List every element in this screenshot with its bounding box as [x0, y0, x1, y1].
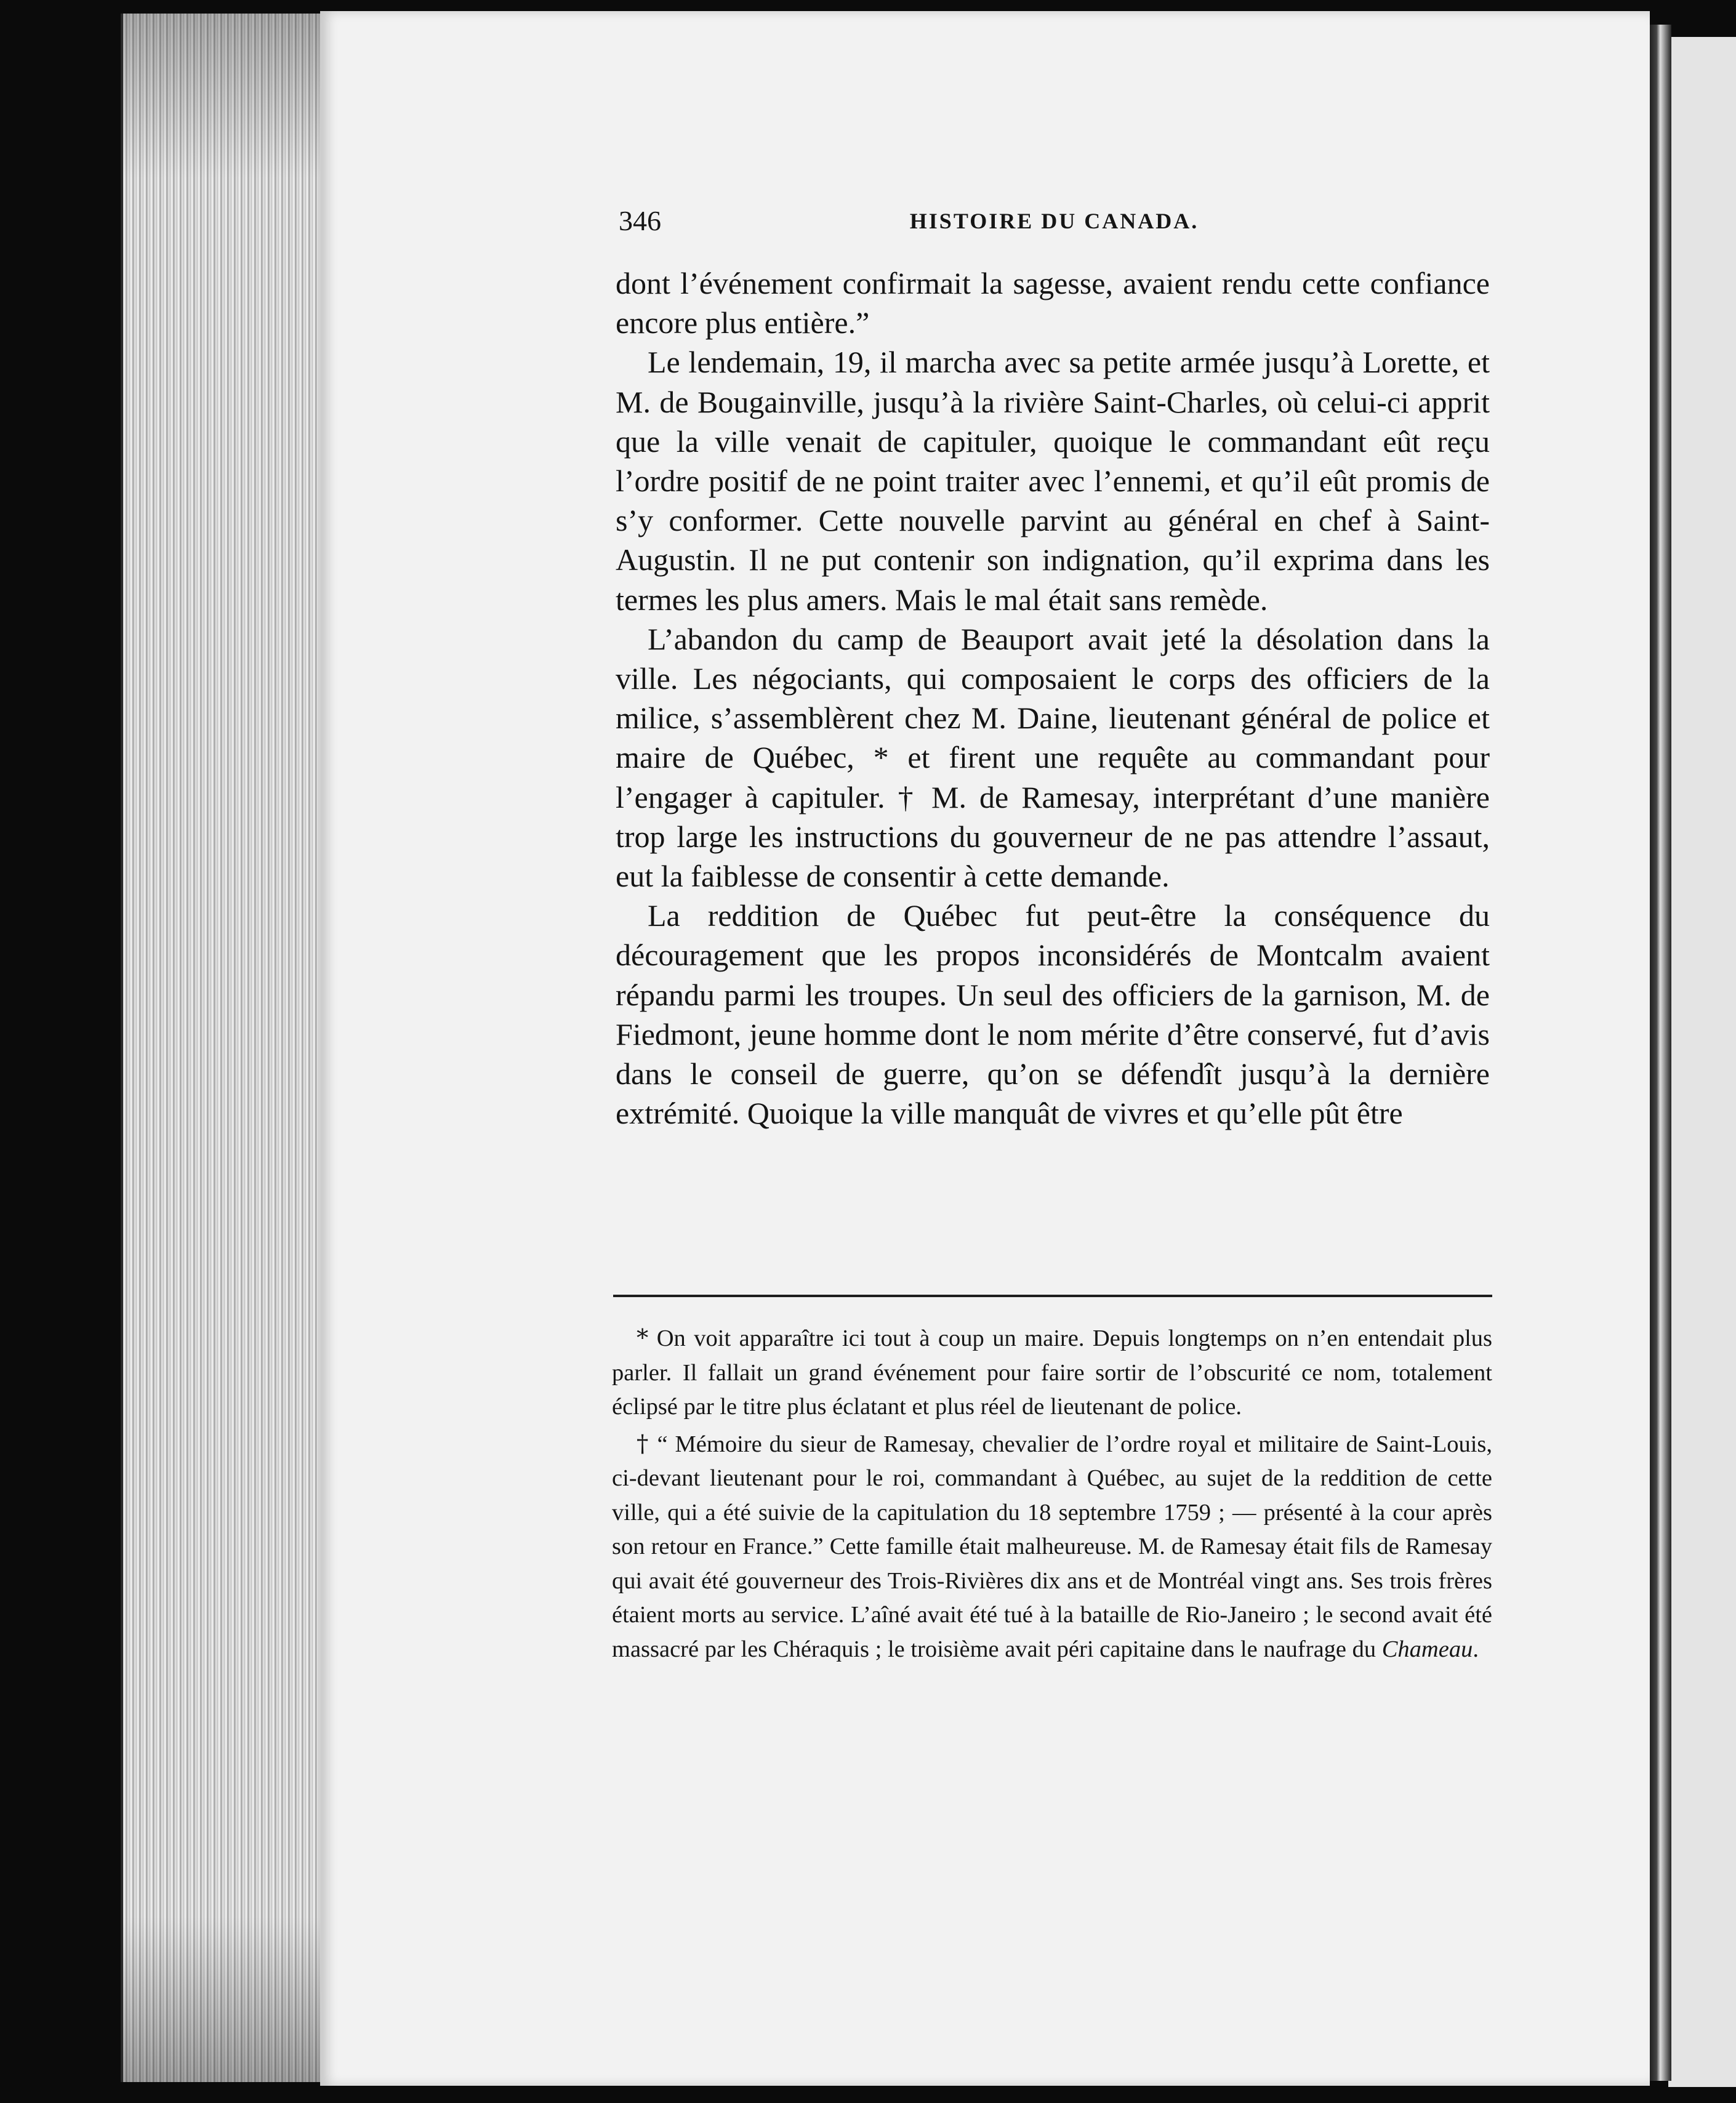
running-title: HISTOIRE DU CANADA.	[909, 209, 1199, 233]
paragraph: dont l’événement confirmait la sagesse, avaient rendu cette confiance encore plus entière.”	[616, 266, 1490, 340]
footnote-1	[612, 1321, 1492, 1425]
footnote-end: .	[1473, 1636, 1479, 1662]
facing-page-edge	[1668, 37, 1736, 2087]
book-gutter	[1647, 25, 1671, 2081]
footnote-text: “ Mémoire du sieur de Ramesay, chevalier de l’ordre royal et militaire de Saint-Louis, ci-devant lieutenant pour le roi, commandant à Québec, au sujet de la reddition de cette ville, qui a été suivie de la capitulation du 18 septembre 1759 ; — présenté à la cour après son retour en France.” Cette famille était malheureuse. M. de Ramesay était fils de Ramesay qui avait été gouverneur des Trois-Rivières dix ans et de Montréal vingt ans. Ses trois frères étaient morts au service. L’aîné avait été tué à la bataille de Rio-Janeiro ; le second avait été massacré par les Chéraquis ; le troisième avait péri capitaine dans le naufrage du	[612, 1431, 1493, 1662]
page-number: 346	[619, 205, 661, 236]
paragraph: Le lendemain, 19, il marcha avec sa petite armée jusqu’à Lorette, et M. de Bougainville, jusqu’à la rivière Saint-Charles, où celui-ci apprit que la ville venait de capituler, quoique le commandant eût reçu l’ordre positif de ne point traiter avec l’ennemi, et qu’il eût promis de s’y conformer. Cette nouvelle parvint au général en chef à Saint-Augustin. Il ne put contenir son indignation, qu’il exprima dans les termes les plus amers. Mais le mal était sans remède.	[616, 345, 1490, 617]
paragraph: L’abandon du camp de Beauport avait jeté la désolation dans la ville. Les négociants, qui composaient le corps des officiers de la milice, s’assemblèrent chez M. Daine, lieutenant général de police et maire de Québec, * et firent une requête au commandant pour l’engager à capituler. † M. de Ramesay, interprétant d’une manière trop large les instructions du gouverneur de ne pas attendre l’assaut, eut la faiblesse de consentir à cette demande.	[616, 621, 1490, 894]
footnote-marker: †	[637, 1429, 650, 1458]
book-page-edges	[121, 14, 329, 2082]
footnote-2	[612, 1427, 1492, 1667]
footnote-marker: *	[637, 1324, 649, 1352]
body-text	[616, 263, 1490, 1133]
running-head	[619, 204, 1490, 247]
ship-name: Chameau	[1381, 1636, 1473, 1662]
paragraph: La reddition de Québec fut peut-être la conséquence du découragement que les propos inconsidérés de Montcalm avaient répandu parmi les troupes. Un seul des officiers de la garnison, M. de Fiedmont, jeune homme dont le nom mérite d’être conservé, fut d’avis dans le conseil de guerre, qu’on se défendît jusqu’à la dernière extrémité. Quoique la ville manquât de vivres et qu’elle pût être	[616, 898, 1490, 1131]
footnote-rule	[613, 1295, 1492, 1297]
footnotes	[612, 1321, 1492, 1669]
footnote-text: On voit apparaître ici tout à coup un maire. Depuis longtemps on n’en entendait plus parler. Il fallait un grand événement pour faire sortir de l’obscurité ce nom, totalement éclipsé par le titre plus éclatant et plus réel de lieutenant de police.	[612, 1325, 1493, 1420]
